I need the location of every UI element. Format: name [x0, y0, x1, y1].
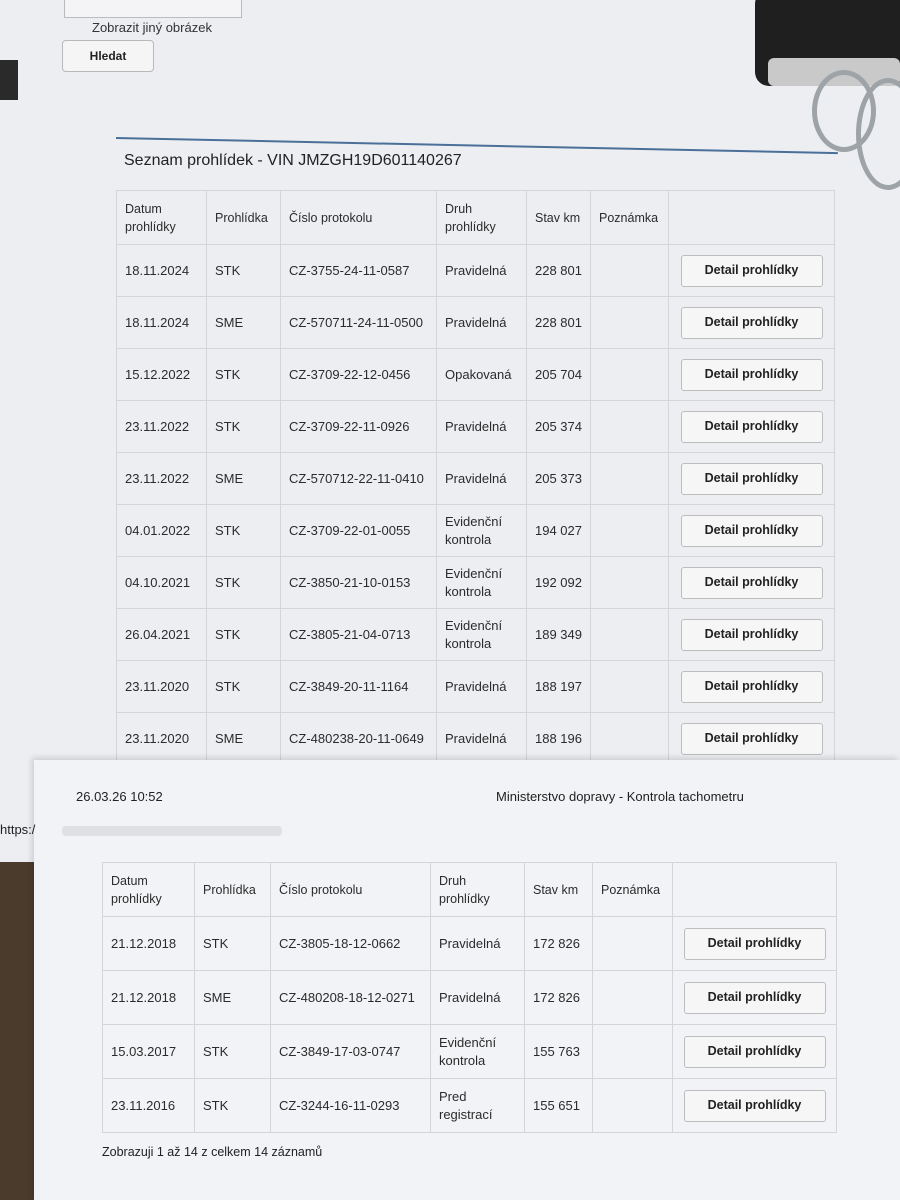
cell-protocol: CZ-570712-22-11-0410: [281, 453, 437, 505]
cell-type: Evidenční kontrola: [437, 557, 527, 609]
cell-km: 155 763: [525, 1025, 593, 1079]
table-row: [117, 661, 835, 713]
cell-action: [669, 297, 835, 349]
cell-note: [593, 1025, 673, 1079]
cell-action: [673, 1025, 837, 1079]
cell-date: 04.01.2022: [117, 505, 207, 557]
detail-button[interactable]: Detail prohlídky: [681, 307, 823, 339]
cell-action: [669, 713, 835, 765]
cell-type: Opakovaná: [437, 349, 527, 401]
column-header-inspection: Prohlídka: [195, 863, 271, 917]
cell-date: 23.11.2016: [103, 1079, 195, 1133]
table-row: [103, 917, 837, 971]
column-header-km: Stav km: [527, 191, 591, 245]
cell-date: 23.11.2022: [117, 401, 207, 453]
cell-km: 172 826: [525, 971, 593, 1025]
cell-type: Pred registrací: [431, 1079, 525, 1133]
cell-type: Pravidelná: [431, 971, 525, 1025]
cell-type: Pravidelná: [437, 245, 527, 297]
cell-inspection: STK: [207, 245, 281, 297]
cell-type: Pravidelná: [437, 453, 527, 505]
column-header-protocol: Číslo protokolu: [271, 863, 431, 917]
cell-date: 26.04.2021: [117, 609, 207, 661]
cell-type: Pravidelná: [431, 917, 525, 971]
page-title: Seznam prohlídek - VIN JMZGH19D601140267: [124, 152, 462, 169]
detail-button[interactable]: Detail prohlídky: [684, 1090, 826, 1122]
cell-action: [673, 1079, 837, 1133]
table-row: [117, 401, 835, 453]
cell-inspection: SME: [207, 297, 281, 349]
cell-km: 188 196: [527, 713, 591, 765]
cell-date: 23.11.2022: [117, 453, 207, 505]
cell-date: 21.12.2018: [103, 917, 195, 971]
cell-note: [593, 917, 673, 971]
cell-km: 172 826: [525, 917, 593, 971]
detail-button[interactable]: Detail prohlídky: [684, 982, 826, 1014]
inspection-table-continued: [102, 862, 837, 1133]
cell-type: Pravidelná: [437, 661, 527, 713]
cell-protocol: CZ-3849-20-11-1164: [281, 661, 437, 713]
inspection-table: [116, 190, 835, 765]
column-header-actions: [669, 191, 835, 245]
table-row: [117, 713, 835, 765]
cell-type: Pravidelná: [437, 401, 527, 453]
cell-action: [669, 245, 835, 297]
cell-action: [669, 661, 835, 713]
cell-note: [591, 713, 669, 765]
column-header-note: Poznámka: [593, 863, 673, 917]
cell-inspection: SME: [207, 453, 281, 505]
detail-button[interactable]: Detail prohlídky: [681, 411, 823, 443]
cell-date: 23.11.2020: [117, 661, 207, 713]
cell-inspection: STK: [207, 557, 281, 609]
table-header-row: [117, 191, 835, 245]
cell-type: Evidenční kontrola: [437, 505, 527, 557]
cell-note: [591, 557, 669, 609]
cell-date: 23.11.2020: [117, 713, 207, 765]
captcha-refresh-link[interactable]: Zobrazit jiný obrázek: [92, 20, 212, 35]
column-header-type: Druh prohlídky: [437, 191, 527, 245]
cell-km: 205 374: [527, 401, 591, 453]
column-header-date: Datum prohlídky: [117, 191, 207, 245]
detail-button[interactable]: Detail prohlídky: [681, 619, 823, 651]
detail-button[interactable]: Detail prohlídky: [684, 1036, 826, 1068]
column-header-note: Poznámka: [591, 191, 669, 245]
cell-note: [591, 661, 669, 713]
cell-note: [591, 245, 669, 297]
cell-inspection: STK: [195, 917, 271, 971]
cell-note: [591, 505, 669, 557]
cell-date: 15.03.2017: [103, 1025, 195, 1079]
detail-button[interactable]: Detail prohlídky: [681, 515, 823, 547]
print-site-title: Ministerstvo dopravy - Kontrola tachometru: [496, 789, 744, 804]
cell-km: 188 197: [527, 661, 591, 713]
cell-action: [673, 971, 837, 1025]
cell-km: 228 801: [527, 245, 591, 297]
column-header-actions: [673, 863, 837, 917]
table-row: [117, 609, 835, 661]
cell-action: [669, 453, 835, 505]
cell-inspection: STK: [207, 505, 281, 557]
cell-note: [593, 971, 673, 1025]
table-row: [103, 1025, 837, 1079]
detail-button[interactable]: Detail prohlídky: [681, 255, 823, 287]
column-header-date: Datum prohlídky: [103, 863, 195, 917]
cell-date: 18.11.2024: [117, 297, 207, 349]
cell-inspection: STK: [195, 1025, 271, 1079]
cell-inspection: STK: [207, 661, 281, 713]
cell-type: Evidenční kontrola: [431, 1025, 525, 1079]
cell-action: [669, 401, 835, 453]
cell-action: [669, 557, 835, 609]
cell-note: [591, 401, 669, 453]
cell-action: [673, 917, 837, 971]
cell-protocol: CZ-480238-20-11-0649: [281, 713, 437, 765]
cell-action: [669, 505, 835, 557]
cell-type: Pravidelná: [437, 713, 527, 765]
cell-protocol: CZ-3709-22-01-0055: [281, 505, 437, 557]
table-row: [117, 349, 835, 401]
cell-protocol: CZ-570711-24-11-0500: [281, 297, 437, 349]
cell-date: 18.11.2024: [117, 245, 207, 297]
detail-button[interactable]: Detail prohlídky: [681, 359, 823, 391]
cell-protocol: CZ-3709-22-11-0926: [281, 401, 437, 453]
print-datetime: 26.03.26 10:52: [76, 789, 163, 804]
cell-km: 194 027: [527, 505, 591, 557]
cell-protocol: CZ-480208-18-12-0271: [271, 971, 431, 1025]
captcha-image: [64, 0, 242, 18]
cell-protocol: CZ-3805-18-12-0662: [271, 917, 431, 971]
cell-note: [593, 1079, 673, 1133]
cell-note: [591, 297, 669, 349]
cell-protocol: CZ-3244-16-11-0293: [271, 1079, 431, 1133]
cell-date: 15.12.2022: [117, 349, 207, 401]
cell-inspection: STK: [207, 609, 281, 661]
records-info: Zobrazuji 1 až 14 z celkem 14 záznamů: [102, 1145, 323, 1159]
column-header-km: Stav km: [525, 863, 593, 917]
cell-date: 04.10.2021: [117, 557, 207, 609]
detail-button[interactable]: Detail prohlídky: [684, 928, 826, 960]
cell-date: 21.12.2018: [103, 971, 195, 1025]
table-row: [103, 971, 837, 1025]
table-row: [117, 245, 835, 297]
table-row: [103, 1079, 837, 1133]
cell-km: 205 373: [527, 453, 591, 505]
detail-button[interactable]: Detail prohlídky: [681, 723, 823, 755]
cell-note: [591, 609, 669, 661]
table-header-row: [103, 863, 837, 917]
table-row: [117, 453, 835, 505]
search-button[interactable]: Hledat: [62, 40, 154, 72]
table-row: [117, 297, 835, 349]
column-header-inspection: Prohlídka: [207, 191, 281, 245]
table-row: [117, 557, 835, 609]
cell-inspection: STK: [195, 1079, 271, 1133]
print-url: https:/: [0, 822, 36, 837]
detail-button[interactable]: Detail prohlídky: [681, 671, 823, 703]
cell-inspection: SME: [207, 713, 281, 765]
cell-action: [669, 609, 835, 661]
cell-note: [591, 349, 669, 401]
cell-inspection: SME: [195, 971, 271, 1025]
cell-protocol: CZ-3755-24-11-0587: [281, 245, 437, 297]
column-header-type: Druh prohlídky: [431, 863, 525, 917]
cell-protocol: CZ-3805-21-04-0713: [281, 609, 437, 661]
page-edge-shadow: [0, 60, 18, 100]
cell-type: Evidenční kontrola: [437, 609, 527, 661]
cell-type: Pravidelná: [437, 297, 527, 349]
detail-button[interactable]: Detail prohlídky: [681, 567, 823, 599]
cell-km: 205 704: [527, 349, 591, 401]
cell-protocol: CZ-3849-17-03-0747: [271, 1025, 431, 1079]
cell-km: 228 801: [527, 297, 591, 349]
redacted-url: [62, 826, 282, 836]
cell-inspection: STK: [207, 401, 281, 453]
cell-km: 189 349: [527, 609, 591, 661]
cell-action: [669, 349, 835, 401]
cell-km: 192 092: [527, 557, 591, 609]
cell-protocol: CZ-3850-21-10-0153: [281, 557, 437, 609]
table-row: [117, 505, 835, 557]
cell-note: [591, 453, 669, 505]
cell-protocol: CZ-3709-22-12-0456: [281, 349, 437, 401]
cell-inspection: STK: [207, 349, 281, 401]
cell-km: 155 651: [525, 1079, 593, 1133]
detail-button[interactable]: Detail prohlídky: [681, 463, 823, 495]
column-header-protocol: Číslo protokolu: [281, 191, 437, 245]
